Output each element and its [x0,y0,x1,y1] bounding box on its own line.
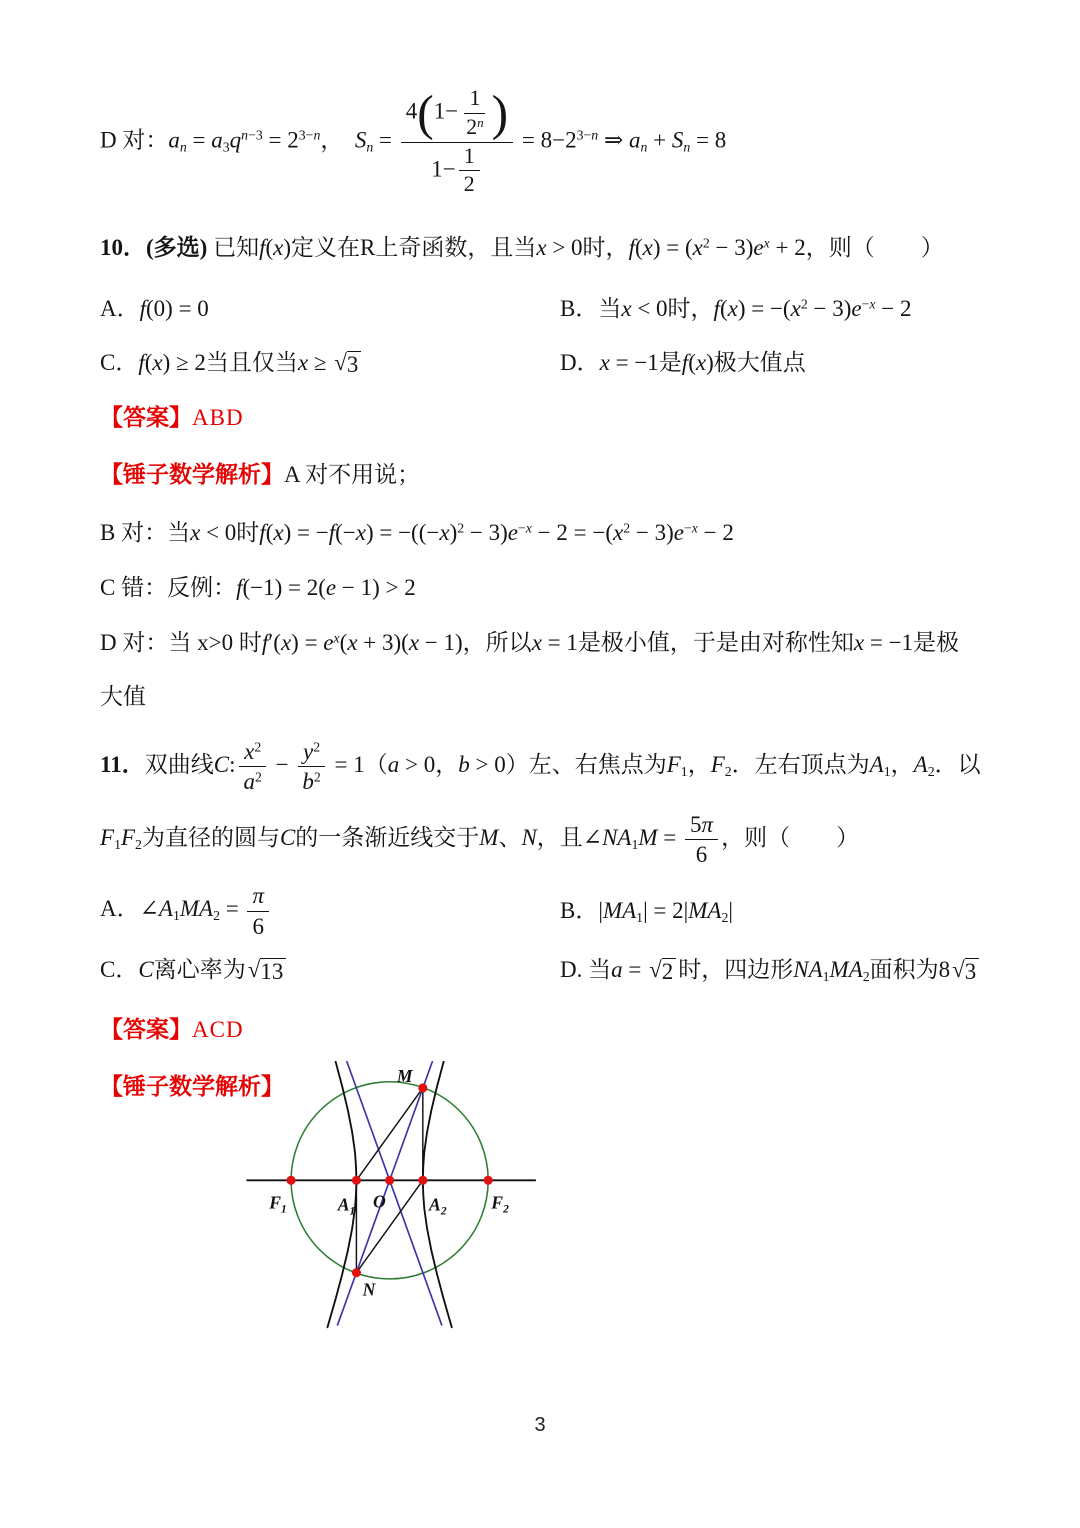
label-f1: $F_1$ [269,1192,287,1216]
segment-a1-m [356,1088,422,1180]
label-m: M [396,1065,413,1086]
q11-options-row-2 [100,954,992,987]
asymptote-second [347,1061,442,1326]
point-n [352,1268,361,1277]
point-a2 [418,1176,427,1185]
q10-option-c: C．f(x) ≥ 2当且仅当x ≥ √ 3 [100,347,560,380]
q11-stem-line-2: $F_1F_2$为直径的圆与C的一条渐近线交于M、N，且$\angle NA_1M$ = $\frac{5\pi}{6}$ ，则（ ） [100,812,860,868]
label-o: O [373,1191,386,1212]
q11-analysis-with-figure [100,1067,992,1337]
q11-answer-line [100,1014,992,1047]
point-f1 [286,1176,295,1185]
hyperbola-circle-figure [244,1061,556,1337]
q10-option-a: A．f(0) = 0 [100,295,209,321]
q10-analysis-c: C 错：反例：f(−1) = 2(e − 1) > 2 [100,575,416,600]
q11-answer-value: ACD [192,1017,244,1043]
label-a1: $A_1$ [337,1194,356,1218]
q10-analysis-intro: A 对不用说； [284,461,421,487]
q10-option-b: B．当x < 0时，$f(x) = -(x^2 - 3)e^{-x} - 2$ [560,295,912,321]
q11-options-row-1 [100,882,992,939]
label-n: N [362,1279,376,1300]
point-f2 [484,1176,493,1185]
analysis-label: 【锤子数学解析】 [100,1074,284,1100]
q11-option-b: B．$|MA_1| = 2|MA_2|$ [560,897,733,925]
point-m [418,1083,427,1092]
q10-stem: 10．(多选) 已知f(x)定义在R上奇函数，且当x > 0时，$f(x) = (x^2 - 3)e^x + 2$，则（ ） [100,235,944,261]
answer-label: 【答案】 [100,1017,192,1043]
q10-analysis-b: B 对：当x < 0时$f(x) = -f(-x) = -((-x)^2 - 3)e^{-x} - 2 = -(x^2 - 3)e^{-x} - 2$ [100,520,734,546]
page-number: 3 [534,1414,546,1436]
q10-options-row-1 [100,293,992,326]
answer-label: 【答案】 [100,405,192,431]
q10-analysis-d-continued: 大值 [100,684,146,710]
label-a2: $A_2$ [429,1194,447,1218]
q10-answer-value: ABD [192,405,244,431]
q10-analysis-d: D 对：当 x>0 时$f'(x) = e^x(x + 3)(x - 1)$，所以x = 1是极小值，于是由对称性知x = −1是极 [100,629,960,655]
q11-option-c: C．C离心率为 √ 13 [100,954,560,987]
q11-option-a: A．$\angle A_1MA_2$ = $\frac{\pi}{6}$ [100,882,560,939]
q11-stem-line-1: 11．双曲线C: $\frac{x^2}{a^2}$ − $\frac{y^2}{b^2}$ = 1（a > 0，b > 0）左、右焦点为$F_1$，$F_2$．左右顶点为$A_1$，$A_2$．以 [100,738,981,795]
q10-options-row-2 [100,347,992,380]
q9-option-d-analysis: D 对：$a_n = a_3q^{n-3} = 2^{3-n}$， $S_n$ = 4(1− $\frac{1}{2^n}$ ) 1− $\frac{1}{2}$ = $8-2^{3-n}$ ⇒ $a_n + S_n = 8$ [100,85,727,197]
q11-option-d: D. 当a = √ 2 时，四边形$NA_1MA_2$面积为8 √ 3 [560,954,992,987]
analysis-label: 【锤子数学解析】 [100,461,284,487]
q10-option-d: D．x = −1是f(x)极大值点 [560,350,806,376]
q10-answer-line [100,402,992,435]
label-f2: $F_2$ [491,1192,509,1216]
segment-n-a2 [356,1180,422,1272]
point-a1 [352,1176,361,1185]
point-o [385,1176,394,1185]
q10-analysis-line [100,459,992,492]
